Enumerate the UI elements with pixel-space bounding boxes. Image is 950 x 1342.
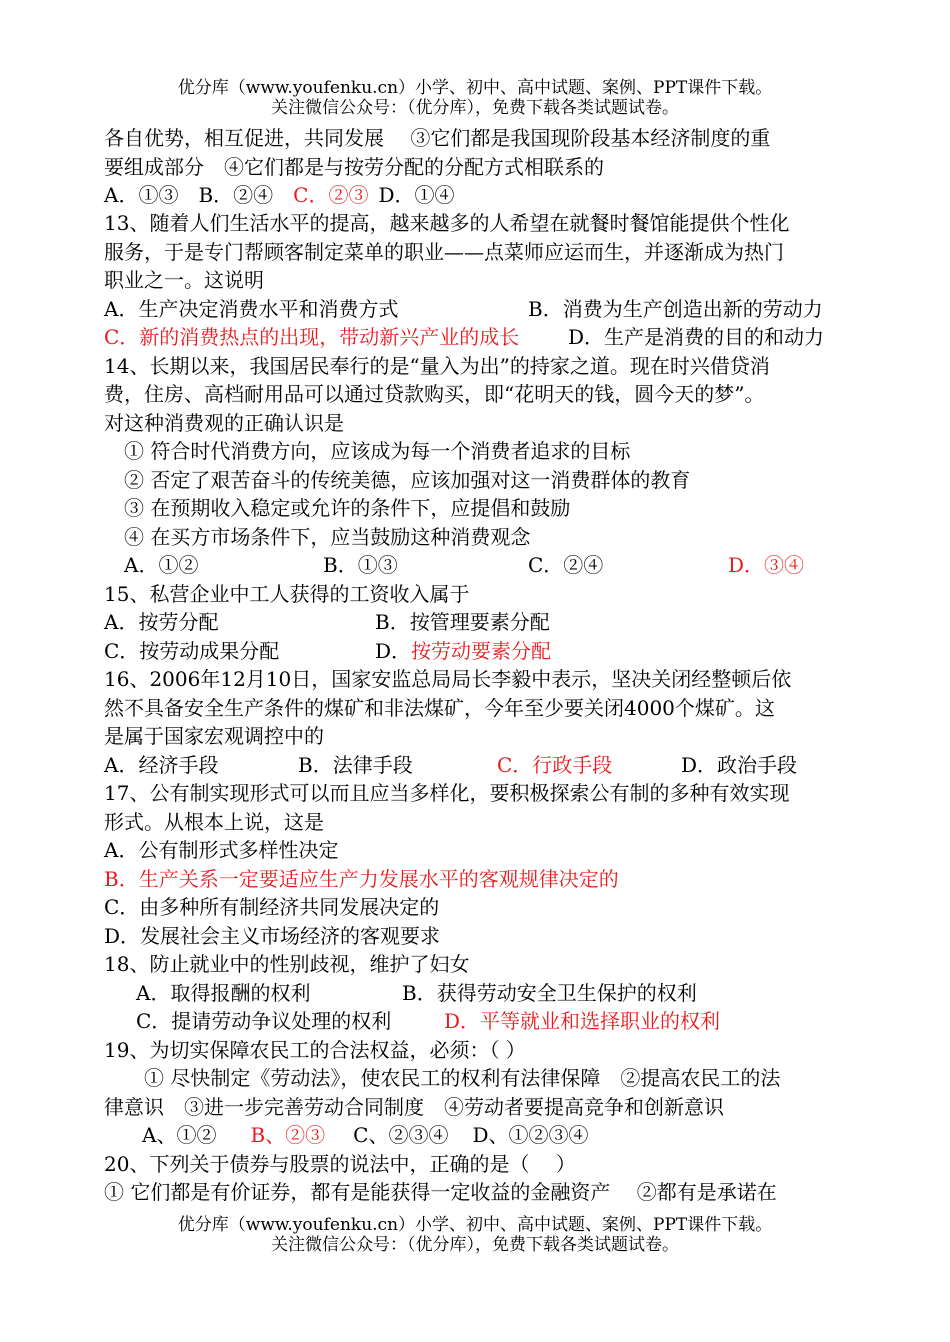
page-footer-line-2: 关注微信公众号：（优分库），免费下载各类试题试卷。 xyxy=(271,1235,679,1255)
page-footer-line-1: 优分库（www.youfenku.cn）小学、初中、高中试题、案例、PPT课件下载。 xyxy=(177,1215,773,1235)
q14-item-2: ② 否定了艰苦奋斗的传统美德，应该加强对这一消费群体的教育 xyxy=(124,468,691,492)
q19-option-b-answer: B、②③ xyxy=(250,1123,326,1147)
q16-stem-1: 16、2006年12月10日，国家安监总局局长李毅中表示，坚决关闭经整顿后依 xyxy=(104,667,792,691)
q19-option-c: C、②③④ xyxy=(353,1123,449,1147)
q18-option-c: C．提请劳动争议处理的权利 xyxy=(136,1009,392,1033)
q12-continuation-1: 各自优势，相互促进，共同发展 ③它们都是我国现阶段基本经济制度的重 xyxy=(104,126,771,150)
q13-stem-1: 13、随着人们生活水平的提高，越来越多的人希望在就餐时餐馆能提供个性化 xyxy=(104,211,790,235)
q20-item-1: ① 它们都是有价证券，都有是能获得一定收益的金融资产 ②都有是承诺在 xyxy=(104,1180,777,1204)
q19-option-a: A、①② xyxy=(142,1123,217,1147)
q18-stem: 18、防止就业中的性别歧视，维护了妇女 xyxy=(104,952,470,976)
q12-option-d: D．①④ xyxy=(378,183,455,207)
q13-stem-3: 职业之一。这说明 xyxy=(104,268,264,292)
q14-stem-1: 14、长期以来，我国居民奉行的是“量入为出”的持家之道。现在时兴借贷消 xyxy=(104,354,770,378)
q14-option-b: B．①③ xyxy=(323,553,398,577)
page-header-line-2: 关注微信公众号：（优分库），免费下载各类试题试卷。 xyxy=(271,98,679,118)
q13-option-b: B．消费为生产创造出新的劳动力 xyxy=(528,297,823,321)
page-header-line-1: 优分库（www.youfenku.cn）小学、初中、高中试题、案例、PPT课件下载。 xyxy=(177,78,773,98)
q16-option-d: D．政治手段 xyxy=(681,753,798,777)
q17-option-b-answer: B．生产关系一定要适应生产力发展水平的客观规律决定的 xyxy=(104,867,619,891)
q12-option-c-answer: C．②③ xyxy=(293,183,369,207)
q15-option-c: C．按劳动成果分配 xyxy=(104,639,280,663)
q15-option-d-answer: 按劳动要素分配 xyxy=(411,639,552,663)
q19-options xyxy=(142,1121,589,1149)
q12-option-a: A．①③ xyxy=(104,183,179,207)
q19-item-2: 律意识 ③进一步完善劳动合同制度 ④劳动者要提高竞争和创新意识 xyxy=(104,1095,724,1119)
q15-option-a: A．按劳分配 xyxy=(104,610,219,634)
q19-stem: 19、为切实保障农民工的合法权益，必须：（ ） xyxy=(104,1038,526,1062)
q16-option-a: A．经济手段 xyxy=(104,753,219,777)
q14-item-4: ④ 在买方市场条件下，应当鼓励这种消费观念 xyxy=(124,525,531,549)
q18-option-d-answer: D．平等就业和选择职业的权利 xyxy=(444,1009,721,1033)
q12-continuation-2: 要组成部分 ④它们都是与按劳分配的分配方式相联系的 xyxy=(104,155,604,179)
q17-option-a: A．公有制形式多样性决定 xyxy=(104,838,339,862)
q12-option-b: B．②④ xyxy=(198,183,274,207)
q15-option-d-prefix: D． xyxy=(375,639,412,663)
q14-option-a: A．①② xyxy=(124,553,199,577)
q15-option-d xyxy=(375,637,551,665)
q20-stem: 20、下列关于债券与股票的说法中，正确的是（ ） xyxy=(104,1152,576,1176)
q17-option-d: D．发展社会主义市场经济的客观要求 xyxy=(104,924,441,948)
q13-option-a: A．生产决定消费水平和消费方式 xyxy=(104,297,399,321)
q16-option-b: B．法律手段 xyxy=(298,753,413,777)
q15-stem: 15、私营企业中工人获得的工资收入属于 xyxy=(104,582,470,606)
q14-stem-3: 对这种消费观的正确认识是 xyxy=(104,411,344,435)
q14-stem-2: 费，住房、高档耐用品可以通过贷款购买，即“花明天的钱，圆今天的梦”。 xyxy=(104,382,765,406)
q13-option-c-answer: C．新的消费热点的出现，带动新兴产业的成长 xyxy=(104,325,520,349)
q19-item-1: ① 尽快制定《劳动法》，使农民工的权利有法律保障 ②提高农民工的法 xyxy=(144,1066,781,1090)
q18-option-a: A．取得报酬的权利 xyxy=(136,981,311,1005)
q14-item-3: ③ 在预期收入稳定或允许的条件下，应提倡和鼓励 xyxy=(124,496,571,520)
q14-option-c: C．②④ xyxy=(528,553,604,577)
q18-option-b: B．获得劳动安全卫生保护的权利 xyxy=(402,981,697,1005)
q15-option-b: B．按管理要素分配 xyxy=(375,610,550,634)
q17-stem-2: 形式。从根本上说，这是 xyxy=(104,810,324,834)
q17-option-c: C．由多种所有制经济共同发展决定的 xyxy=(104,895,440,919)
q16-stem-2: 然不具备安全生产条件的煤矿和非法煤矿，今年至少要关闭4000个煤矿。这 xyxy=(104,696,775,720)
q17-stem-1: 17、公有制实现形式可以而且应当多样化，要积极探索公有制的多种有效实现 xyxy=(104,781,790,805)
q13-option-d: D．生产是消费的目的和动力 xyxy=(568,325,825,349)
q13-stem-2: 服务，于是专门帮顾客制定菜单的职业——点菜师应运而生，并逐渐成为热门 xyxy=(104,240,784,264)
q14-option-d-answer: D．③④ xyxy=(728,553,805,577)
q12-options xyxy=(104,181,455,209)
q19-option-d: D、①②③④ xyxy=(472,1123,589,1147)
q16-option-c-answer: C．行政手段 xyxy=(497,753,613,777)
q14-item-1: ① 符合时代消费方向，应该成为每一个消费者追求的目标 xyxy=(124,439,631,463)
q16-stem-3: 是属于国家宏观调控中的 xyxy=(104,724,324,748)
